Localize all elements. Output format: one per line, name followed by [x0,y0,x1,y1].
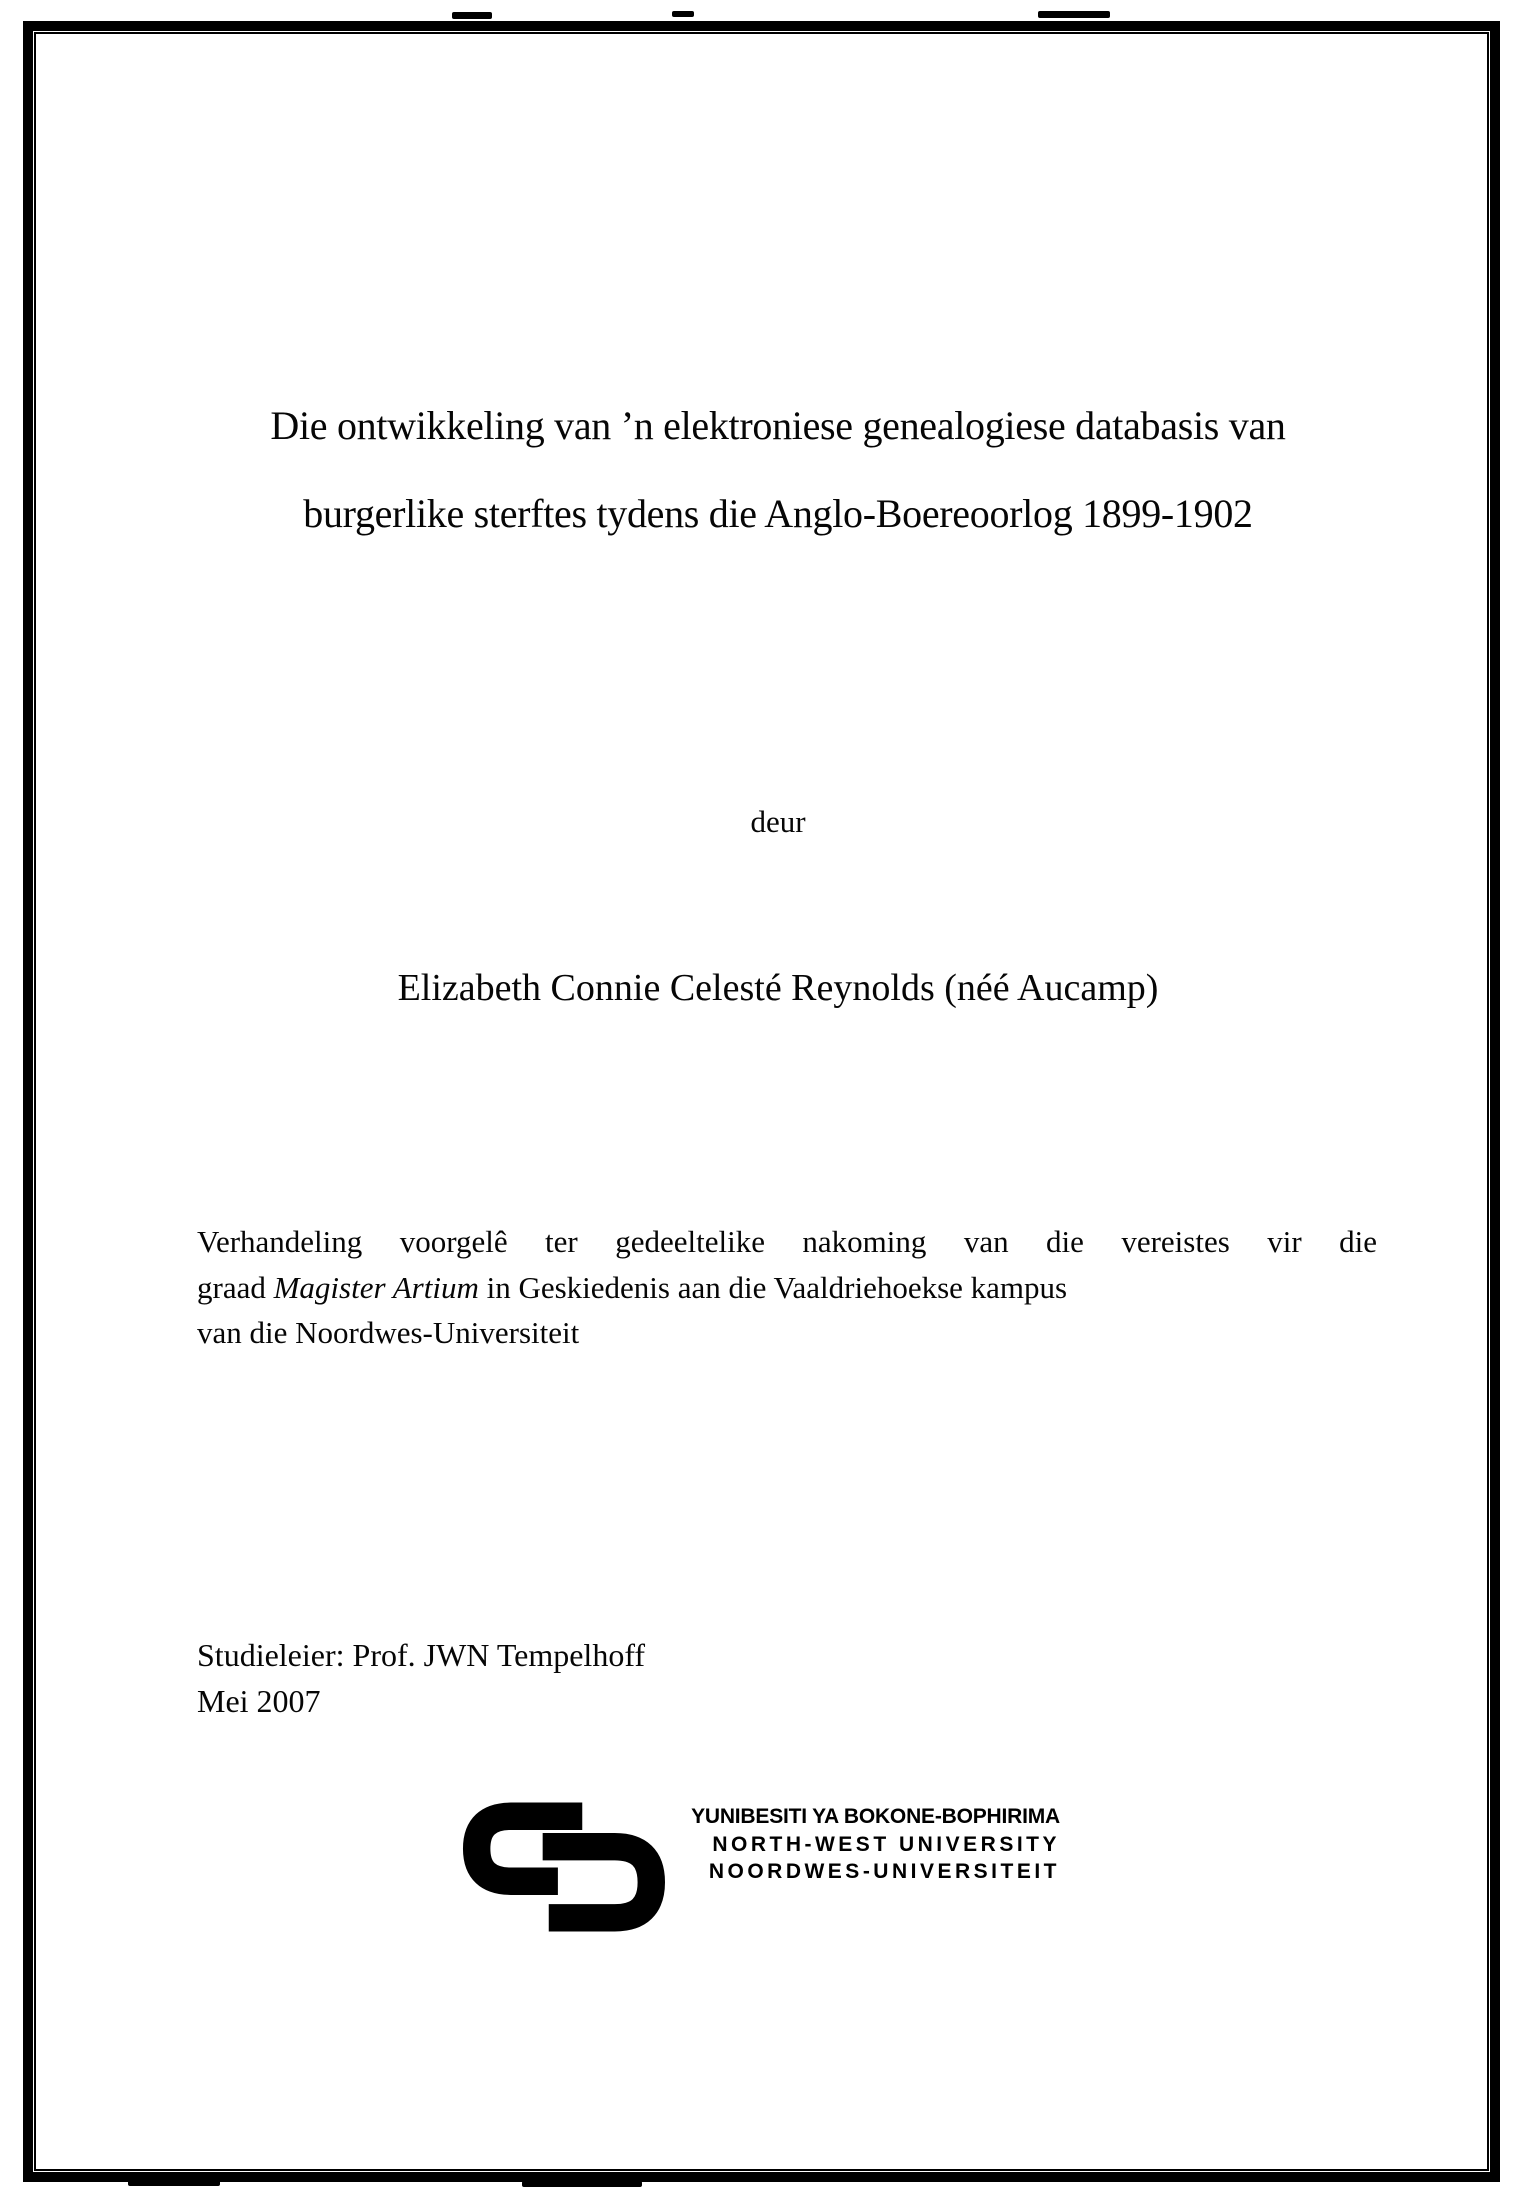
declaration-paragraph [197,1219,1377,1356]
declaration-line-3: van die Noordwes-Universiteit [197,1315,580,1350]
declaration-line-1: Verhandeling voorgelê ter gedeeltelike nakoming van die vereistes vir die [197,1224,1377,1259]
declaration-line-2-pre: graad [197,1269,274,1305]
document-title [14,382,1527,558]
nwu-logo-icon [462,1799,668,1937]
author-name: Elizabeth Connie Celesté Reynolds (néé Aucamp) [397,967,1159,1009]
document-title-line-1: Die ontwikkeling van ’n elektroniese genealogiese databasis van [270,403,1286,448]
scan-speck [672,11,694,17]
supervisor-block [197,1632,645,1724]
scan-speck [522,2181,642,2187]
nwu-logo-wordmark [658,1803,1060,1886]
scan-speck [128,2180,220,2186]
byline-label: deur [750,804,806,839]
degree-name: Magister Artium [273,1269,479,1305]
logo-wordmark-line-3: NOORDWES-UNIVERSITEIT [708,1860,1060,1883]
logo-wordmark-line-2: NORTH-WEST UNIVERSITY [712,1832,1060,1856]
scan-speck [1038,11,1110,18]
supervisor-line: Studieleier: Prof. JWN Tempelhoff [197,1637,646,1673]
document-title-line-2: burgerlike sterftes tydens die Anglo-Boereoorlog 1899-1902 [303,491,1253,536]
declaration-line-2 [197,1265,1377,1311]
date-line: Mei 2007 [197,1683,321,1719]
declaration-line-2-post: in Geskiedenis aan die Vaaldriehoekse kampus [478,1269,1068,1305]
logo-wordmark-line-1: YUNIBESITI YA BOKONE-BOPHIRIMA [691,1805,1060,1828]
scan-speck [452,12,492,19]
